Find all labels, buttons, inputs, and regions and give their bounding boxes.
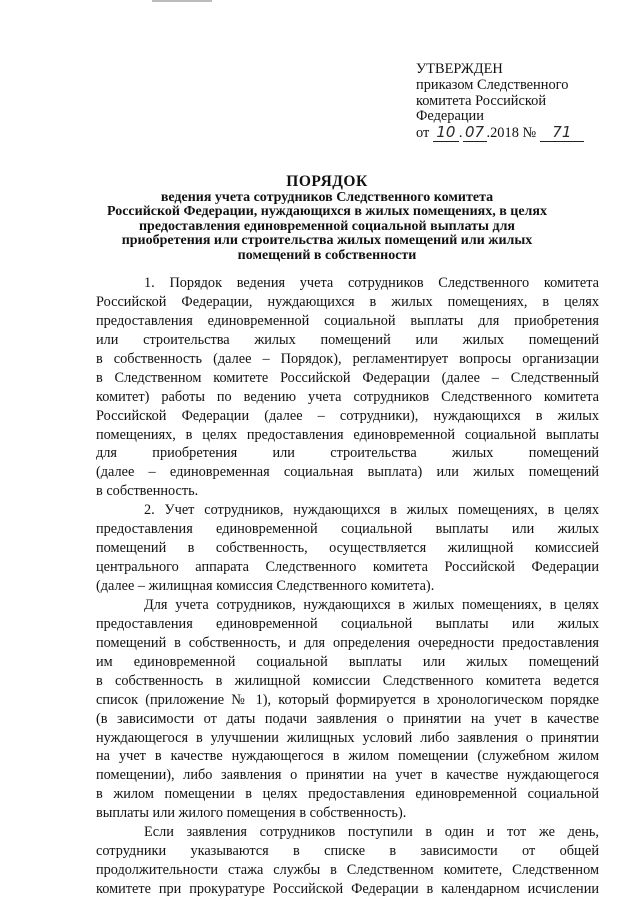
body-line: (в зависимости от даты подачи заявления о принятии на учет в качестве (96, 710, 599, 727)
from-label: от (416, 125, 430, 142)
approval-stamp (416, 62, 606, 142)
body-line: предоставления единовременной социальной выплаты или жилых (96, 615, 599, 632)
body-line: выплаты или жилого помещения в собственность). (96, 805, 407, 822)
order-month: 07 (463, 125, 487, 142)
body-line: продолжительности стажа службы в Следственном комитете, Следственном (96, 862, 599, 879)
body-line: им единовременной социальной выплаты или жилых помещений (96, 653, 599, 670)
body-line: в собственность (далее – Порядок), регламентирует вопросы организации (96, 350, 599, 367)
body-line: 2. Учет сотрудников, нуждающихся в жилых помещениях, в целях (144, 502, 599, 519)
body-line: Российской Федерации, нуждающихся в жилых помещениях, в целях (96, 293, 599, 310)
title-line: помещений в собственности (237, 247, 417, 263)
title-line: ведения учета сотрудников Следственного комитета (160, 189, 494, 205)
body-line: (далее – единовременная социальная выплата) или жилых помещений (96, 464, 599, 481)
body-line: Если заявления сотрудников поступили в один и тот же день, (144, 824, 599, 841)
body-line: в Следственном комитете Российской Федерации (далее – Следственный (96, 369, 599, 386)
order-number: 71 (540, 125, 584, 142)
order-line-2: комитета Российской (416, 92, 547, 109)
body-line: помещений в собственность, осуществляется жилищной комиссией (96, 540, 599, 557)
scan-artifact (152, 0, 212, 2)
body-line: предоставления единовременной социальной выплаты для приобретения (96, 312, 599, 329)
body-line: или строительства жилых помещений или жилых помещений (96, 331, 599, 348)
order-day: 10 (433, 125, 459, 142)
order-year: .2018 № (486, 125, 537, 142)
title-line: Российской Федерации, нуждающихся в жилых помещениях, в целях (107, 204, 547, 220)
body-line: нуждающегося в улучшении жилищных условий либо заявления о принятии (96, 729, 599, 746)
body-line: для приобретения или строительства жилых помещений (96, 445, 599, 462)
body-line: в собственность. (96, 483, 199, 500)
body-line: сотрудники указываются в списке в зависимости от общей (96, 843, 599, 860)
body-line: (далее – жилищная комиссия Следственного комитета). (96, 578, 435, 594)
document-body (96, 274, 599, 899)
title-heading: ПОРЯДОК (286, 173, 368, 190)
order-line-3: Федерации (416, 108, 484, 125)
body-line: список (приложение № 1), который формируется в хронологическом порядке (96, 691, 599, 708)
body-line: в собственность в жилищной комиссии Следственного комитета ведется (96, 672, 599, 689)
body-line: помещений в собственность, и для определения очередности предоставления (96, 634, 599, 651)
body-line: помещении), либо заявления о принятии на учет в качестве нуждающегося (96, 767, 599, 784)
body-line: помещениях, в целях предоставления единовременной социальной выплаты (96, 426, 599, 443)
body-line: Российской Федерации (далее – сотрудники), нуждающихся в жилых (96, 407, 599, 424)
body-line: предоставления единовременной социальной выплаты или жилых (96, 521, 599, 538)
body-line: центрального аппарата Следственного комитета Российской Федерации (96, 559, 599, 576)
body-line: комитет) работы по ведению учета сотрудников Следственного комитета (96, 388, 599, 405)
body-line: Для учета сотрудников, нуждающихся в жилых помещениях, в целях (144, 596, 599, 613)
title-line: предоставления единовременной социальной выплаты для (138, 218, 515, 234)
body-line: на учет в качестве нуждающегося в жилом помещении (служебном жилом (96, 748, 599, 765)
title-line: приобретения или строительства жилых помещений или жилых (121, 233, 533, 249)
body-line: 1. Порядок ведения учета сотрудников Следственного комитета (144, 275, 599, 291)
body-line: в жилом помещении в целях предоставления единовременной социальной (96, 786, 599, 803)
approved-label: УТВЕРЖДЕН (416, 61, 503, 77)
document-title (92, 175, 562, 264)
order-date-line: от 10 . 07 .2018 № 71 (416, 125, 606, 142)
body-line: комитете при прокуратуре Российской Федерации в календарном исчислении (96, 881, 599, 897)
order-line-1: приказом Следственного (416, 76, 569, 93)
